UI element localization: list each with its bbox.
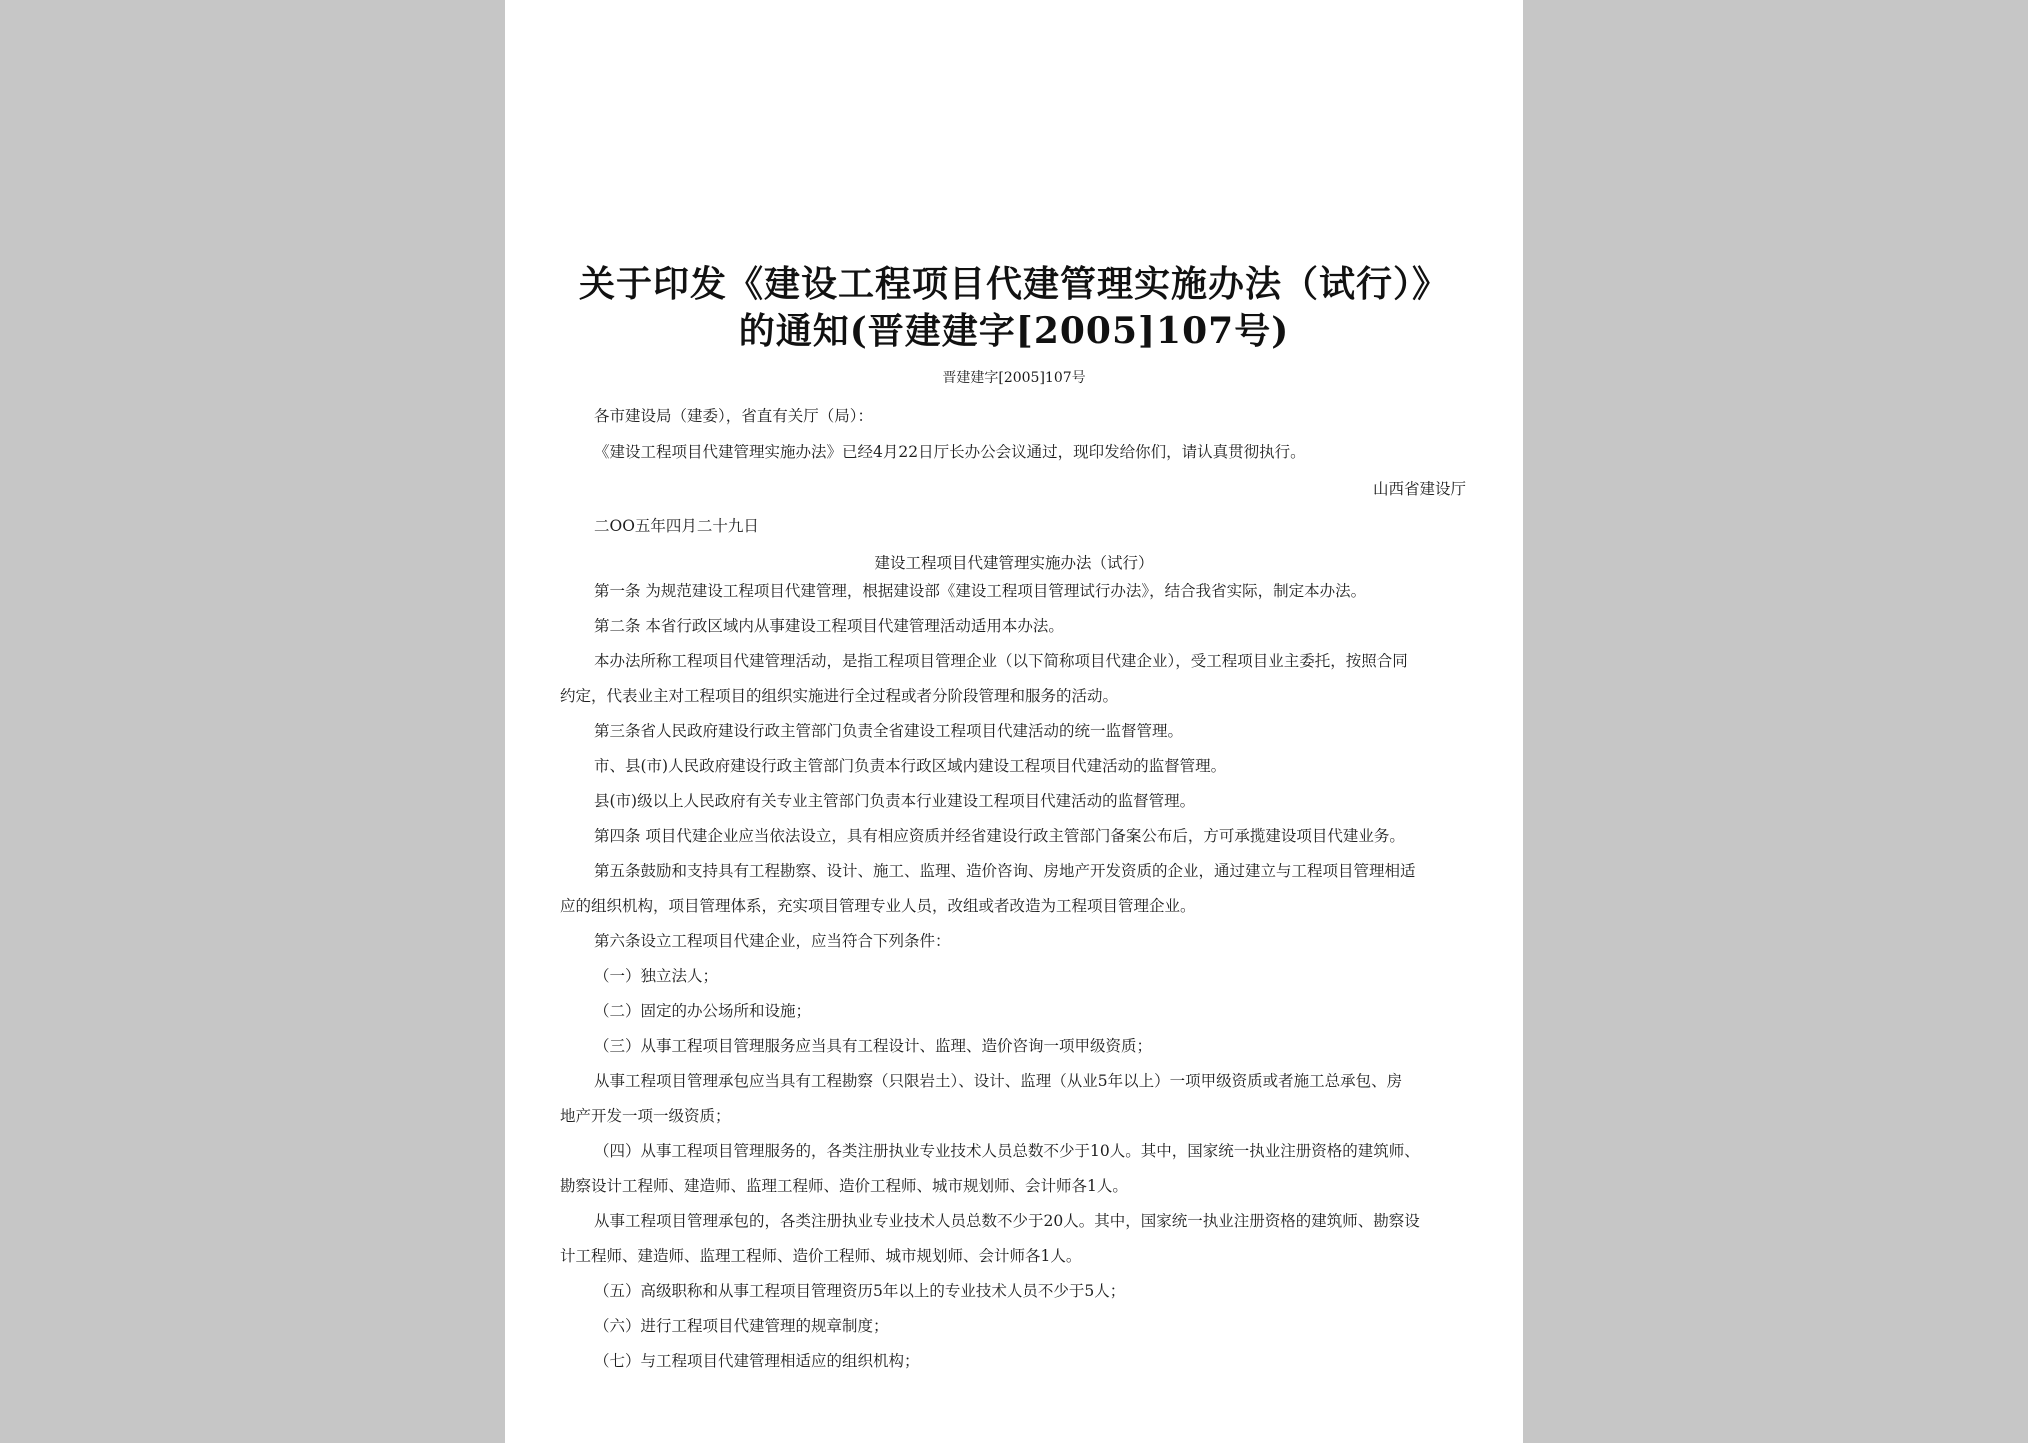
paragraph: 第一条 为规范建设工程项目代建管理，根据建设部《建设工程项目管理试行办法》，结合我省实际，制定本办法。: [594, 582, 1367, 600]
document-title-line-2: 的通知(晋建建字[2005]107号): [738, 310, 1290, 352]
document-title-line-1: 关于印发《建设工程项目代建管理实施办法（试行）》: [578, 263, 1449, 305]
paragraph: （一）独立法人；: [594, 967, 719, 985]
paragraph: 第五条鼓励和支持具有工程勘察、设计、施工、监理、造价咨询、房地产开发资质的企业，通过建立与工程项目管理相适: [594, 862, 1416, 880]
issuer: 山西省建设厅: [1372, 480, 1466, 498]
paragraph: 第三条省人民政府建设行政主管部门负责全省建设工程项目代建活动的统一监督管理。: [594, 722, 1184, 740]
paragraph: （五）高级职称和从事工程项目管理资历5年以上的专业技术人员不少于5人；: [594, 1282, 1126, 1300]
paragraph: 市、县(市)人民政府建设行政主管部门负责本行政区域内建设工程项目代建活动的监督管理。: [594, 757, 1227, 775]
paragraph: 本办法所称工程项目代建管理活动，是指工程项目管理企业（以下简称项目代建企业），受工程项目业主委托，按照合同: [594, 652, 1408, 670]
paragraph: （二）固定的办公场所和设施；: [594, 1002, 812, 1020]
paragraph: 应的组织机构，项目管理体系，充实项目管理专业人员，改组或者改造为工程项目管理企业。: [560, 897, 1196, 915]
paragraph: 计工程师、建造师、监理工程师、造价工程师、城市规划师、会计师各1人。: [560, 1247, 1082, 1265]
document-page: [505, 0, 1523, 1443]
intro-paragraph: 《建设工程项目代建管理实施办法》已经4月22日厅长办公会议通过，现印发给你们，请认真贯彻执行。: [594, 443, 1306, 461]
paragraph: （七）与工程项目代建管理相适应的组织机构；: [594, 1352, 920, 1370]
paragraph: 第四条 项目代建企业应当依法设立，具有相应资质并经省建设行政主管部门备案公布后，方可承揽建设项目代建业务。: [594, 827, 1405, 845]
paragraph: 勘察设计工程师、建造师、监理工程师、造价工程师、城市规划师、会计师各1人。: [560, 1177, 1128, 1195]
paragraph: （四）从事工程项目管理服务的，各类注册执业专业技术人员总数不少于10人。其中，国家统一执业注册资格的建筑师、: [594, 1142, 1420, 1160]
paragraph: 第六条设立工程项目代建企业，应当符合下列条件：: [594, 932, 951, 950]
paragraph: （三）从事工程项目管理服务应当具有工程设计、监理、造价咨询一项甲级资质；: [594, 1037, 1153, 1055]
paragraph: 第二条 本省行政区域内从事建设工程项目代建管理活动适用本办法。: [594, 617, 1064, 635]
document-number: 晋建建字[2005]107号: [942, 370, 1086, 386]
measure-title: 建设工程项目代建管理实施办法（试行）: [874, 554, 1154, 572]
paragraph: 约定，代表业主对工程项目的组织实施进行全过程或者分阶段管理和服务的活动。: [560, 687, 1119, 705]
paragraph: 从事工程项目管理承包应当具有工程勘察（只限岩土）、设计、监理（从业5年以上）一项甲级资质或者施工总承包、房: [594, 1072, 1403, 1090]
salutation: 各市建设局（建委），省直有关厅（局）：: [594, 407, 874, 425]
paragraph: 县(市)级以上人民政府有关专业主管部门负责本行业建设工程项目代建活动的监督管理。: [594, 792, 1196, 810]
paragraph: 从事工程项目管理承包的，各类注册执业专业技术人员总数不少于20人。其中，国家统一执业注册资格的建筑师、勘察设: [594, 1212, 1420, 1230]
paragraph: （六）进行工程项目代建管理的规章制度；: [594, 1317, 889, 1335]
issue-date: 二OO五年四月二十九日: [594, 517, 759, 535]
paragraph: 地产开发一项一级资质；: [560, 1107, 731, 1125]
